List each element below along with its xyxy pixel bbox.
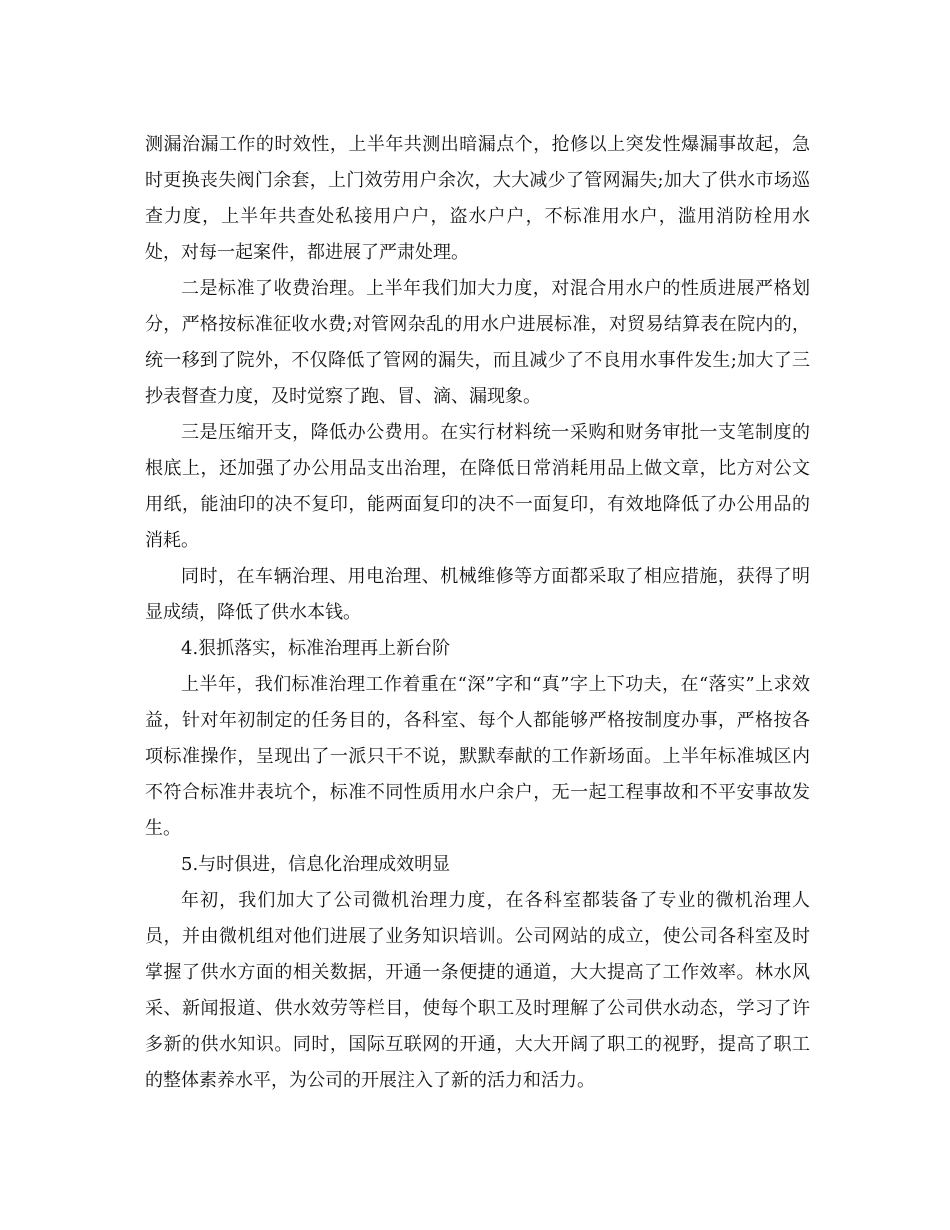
paragraph-other-measures: 同时，在车辆治理、用电治理、机械维修等方面都采取了相应措施，获得了明显成绩，降低了供水本钱。 bbox=[145, 566, 810, 623]
section-heading-4: 4.狠抓落实，标准治理再上新台阶 bbox=[181, 638, 451, 659]
paragraph-standard-management: 上半年，我们标准治理工作着重在“深”字和“真”字上下功夫，在“落实”上求效益，针对年初制定的任务目的，各科室、每个人都能够严格按制度办事，严格按各项标准操作，呈现出了一派只干不说，默默奉献的工作新场面。上半年标准城区内不符合标准井表坑个，标准不同性质用水户余户，无一起工程事故和不平安事故发生。 bbox=[145, 674, 810, 839]
paragraph-fee-management: 二是标准了收费治理。上半年我们加大力度，对混合用水户的性质进展严格划分，严格按标准征收水费;对管网杂乱的用水户进展标准，对贸易结算表在院内的，统一移到了院外，不仅降低了管网的漏失，而且减少了不良用水事件发生;加大了三抄表督查力度，及时觉察了跑、冒、滴、漏现象。 bbox=[145, 278, 810, 407]
document-body bbox=[145, 127, 810, 1099]
section-heading-5: 5.与时俱进，信息化治理成效明显 bbox=[181, 854, 451, 875]
paragraph-leakage-control: 测漏治漏工作的时效性，上半年共测出暗漏点个，抢修以上突发性爆漏事故起，急时更换丧失阀门余套，上门效劳用户余次，大大减少了管网漏失;加大了供水市场巡查力度，上半年共查处私接用户户，盗水户户，不标准用水户，滥用消防栓用水处，对每一起案件，都进展了严肃处理。 bbox=[145, 134, 810, 263]
paragraph-cost-reduction: 三是压缩开支，降低办公费用。在实行材料统一采购和财务审批一支笔制度的根底上，还加强了办公用品支出治理，在降低日常消耗用品上做文章，比方对公文用纸，能油印的决不复印，能两面复印的决不一面复印，有效地降低了办公用品的消耗。 bbox=[145, 422, 810, 551]
paragraph-informatization: 年初，我们加大了公司微机治理力度，在各科室都装备了专业的微机治理人员，并由微机组对他们进展了业务知识培训。公司网站的成立，使公司各科室及时掌握了供水方面的相关数据，开通一条便捷的通道，大大提高了工作效率。林水风采、新闻报道、供水效劳等栏目，使每个职工及时理解了公司供水动态，学习了许多新的供水知识。同时，国际互联网的开通，大大开阔了职工的视野，提高了职工的整体素养水平，为公司的开展注入了新的活力和活力。 bbox=[145, 890, 810, 1091]
